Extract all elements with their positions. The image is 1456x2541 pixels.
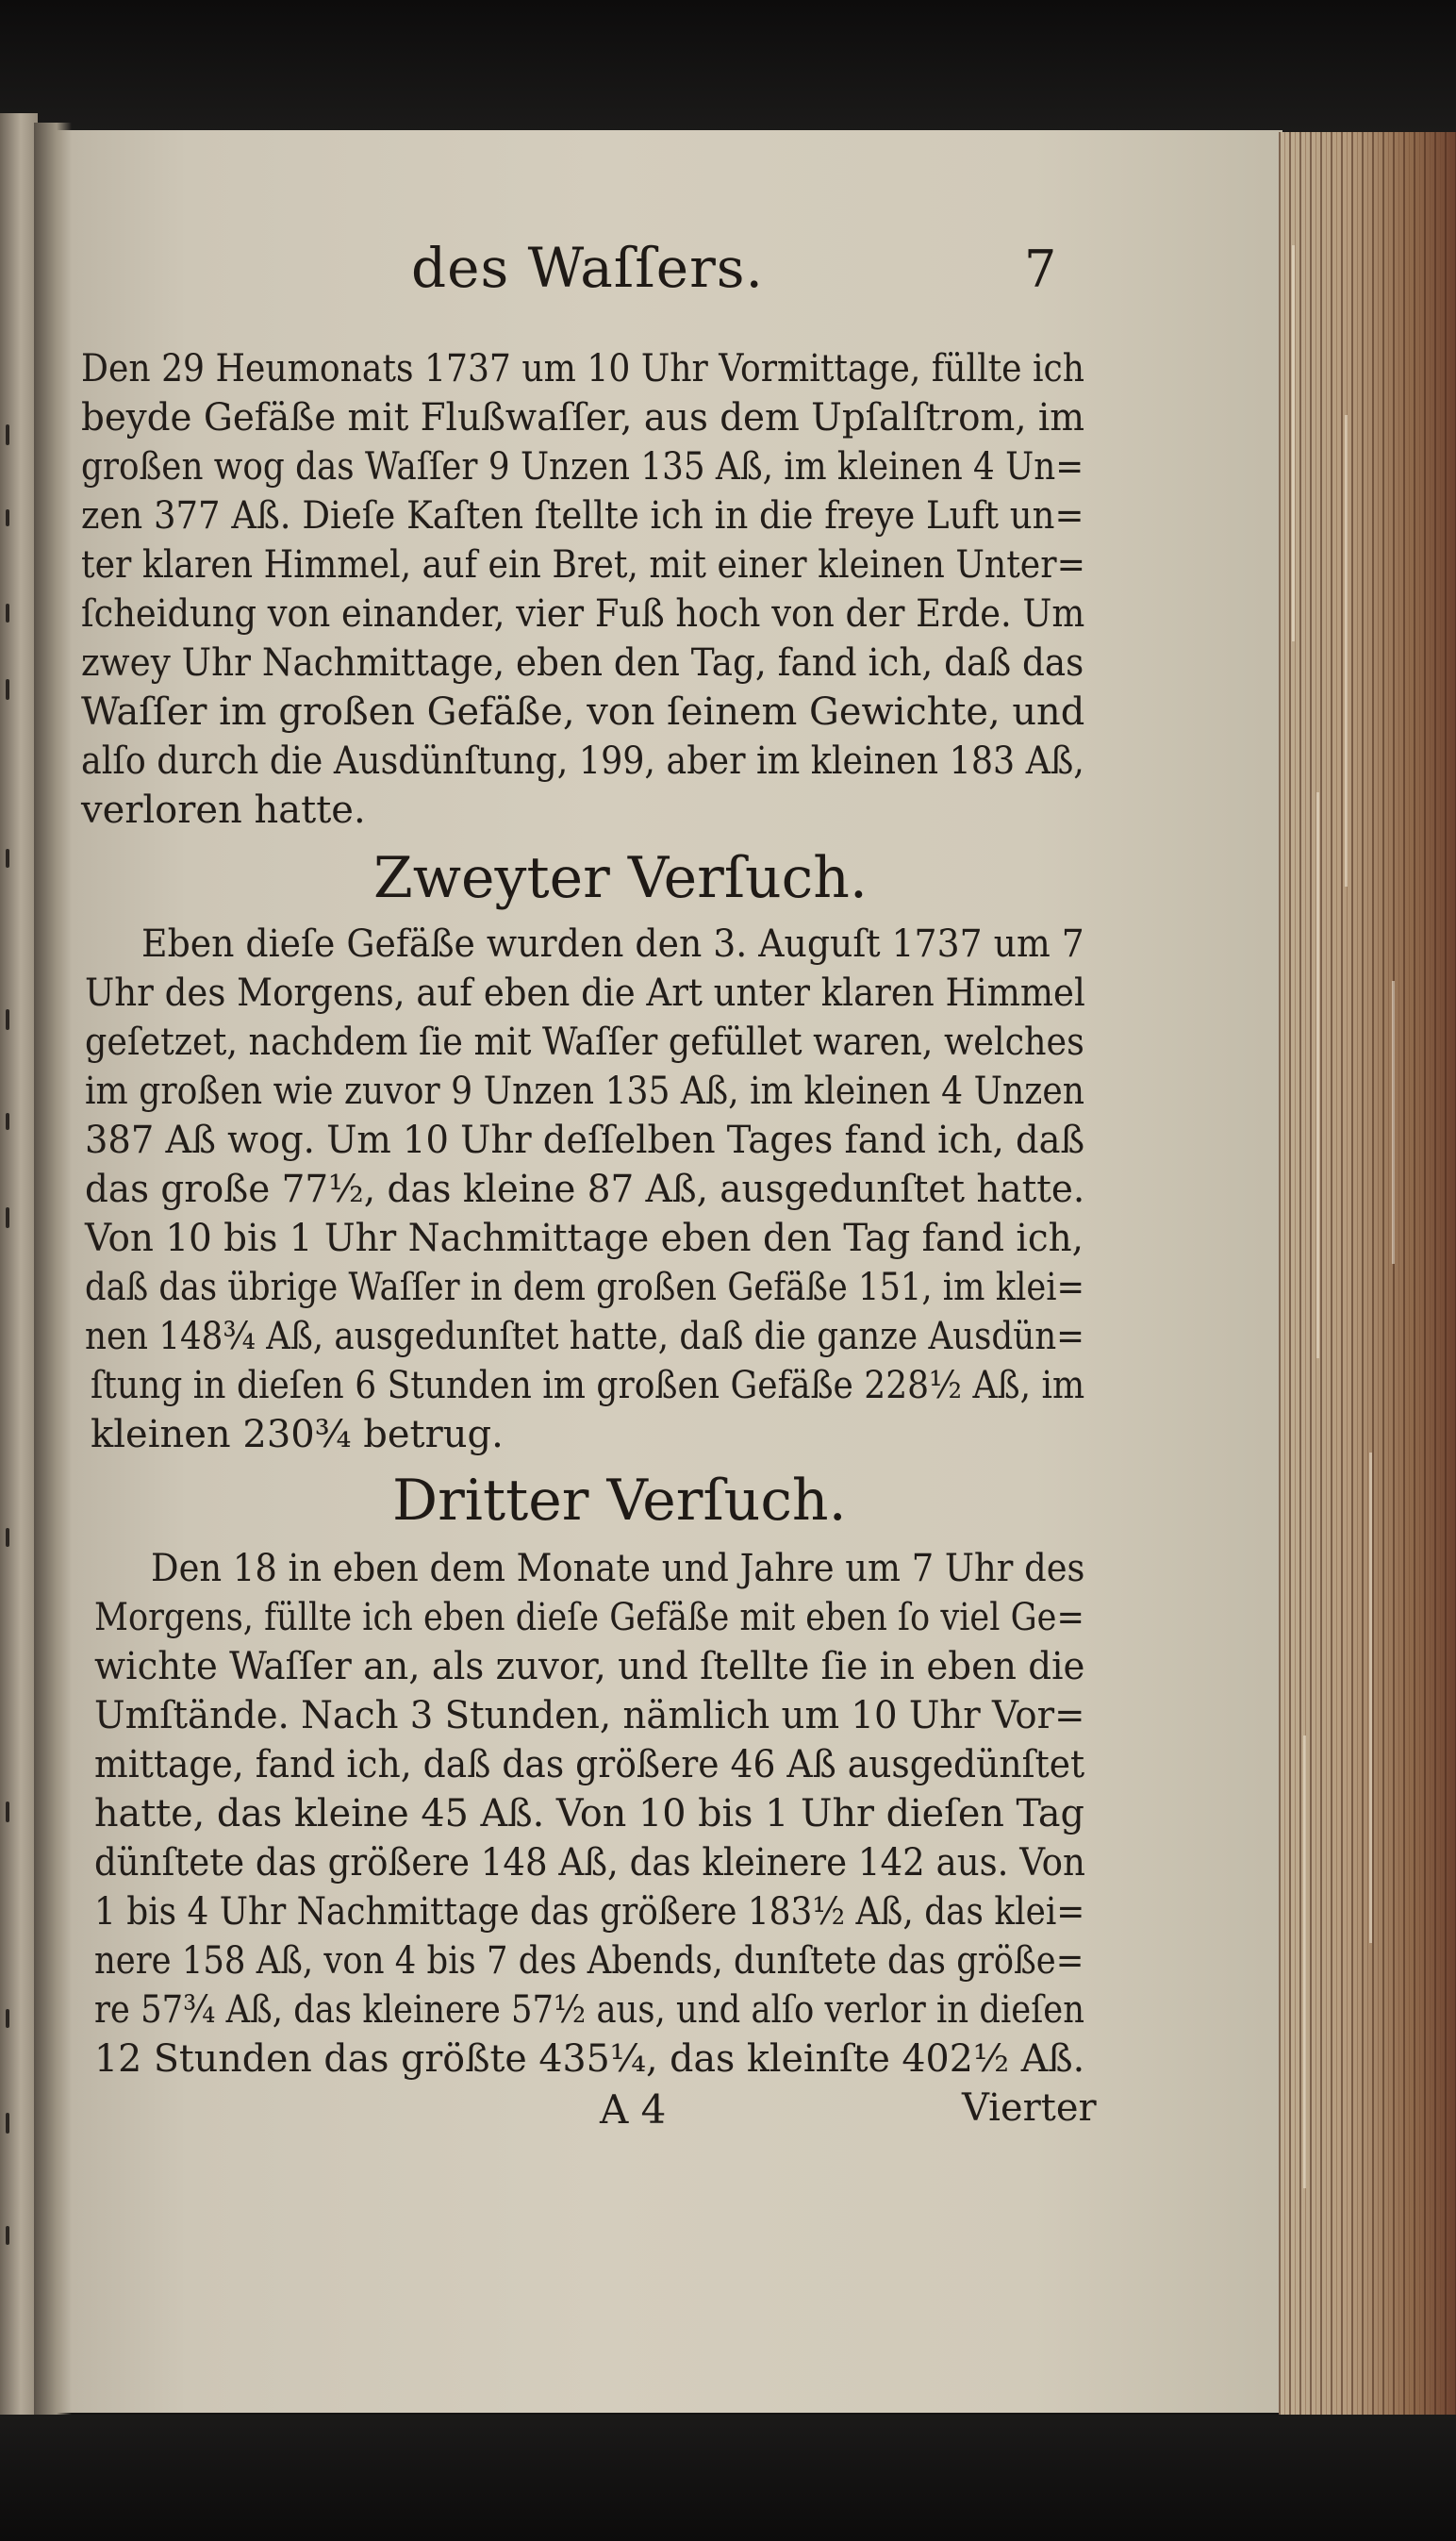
page-number: 7: [1024, 240, 1057, 299]
text-line: Umſtände. Nach 3 Stunden, nämlich um 10 Uhr Vor=: [94, 1694, 1085, 1737]
bleed-mark: [6, 849, 9, 868]
text-line: re 57¾ Aß, das kleinere 57½ aus, und alſo verlor in dieſen: [94, 1988, 1084, 2032]
bleed-mark: [6, 1528, 9, 1547]
text-line: Eben dieſe Gefäße wurden den 3. Auguſt 1737 um 7: [141, 922, 1084, 966]
text-line: Uhr des Morgens, auf eben die Art unter klaren Himmel: [85, 972, 1085, 1015]
edge-streak: [1303, 1736, 1306, 2188]
bleed-mark: [6, 1009, 9, 1030]
page-edges: [1279, 132, 1456, 2415]
bleed-mark: [6, 1207, 9, 1228]
bleed-mark: [6, 2113, 9, 2134]
bleed-mark: [6, 604, 9, 623]
page-gutter-shadow: [34, 123, 72, 2415]
text-line: hatte, das kleine 45 Aß. Von 10 bis 1 Uhr dieſen Tag: [94, 1792, 1084, 1835]
text-line: verloren hatte.: [81, 789, 366, 832]
running-head: des Waſſers.: [411, 236, 764, 300]
catchword: Vierter: [962, 2086, 1097, 2130]
edge-streak: [1345, 415, 1348, 887]
bleed-mark: [6, 2009, 9, 2028]
text-line: ſtung in dieſen 6 Stunden im großen Gefäße 228½ Aß, im: [91, 1364, 1085, 1407]
edge-streak: [1369, 1453, 1372, 1943]
text-line: zen 377 Aß. Dieſe Kaſten ſtellte ich in die freye Luft un=: [81, 494, 1084, 538]
text-line: wichte Waſſer an, als zuvor, und ſtellte ſie in eben die: [94, 1645, 1085, 1688]
text-line: zwey Uhr Nachmittage, eben den Tag, fand ich, daß das: [81, 641, 1084, 685]
text-line: mittage, fand ich, daß das größere 46 Aß ausgedünſtet: [94, 1743, 1085, 1786]
text-line: Von 10 bis 1 Uhr Nachmittage eben den Tag fand ich,: [85, 1217, 1084, 1260]
text-line: Den 29 Heumonats 1737 um 10 Uhr Vormittage, füllte ich: [81, 347, 1085, 390]
text-line: Waſſer im großen Gefäße, von ſeinem Gewichte, und: [81, 690, 1085, 734]
bleed-mark: [6, 2226, 9, 2245]
bleed-mark: [6, 424, 9, 445]
text-line: daß das übrige Waſſer in dem großen Gefäße 151, im klei=: [85, 1266, 1085, 1309]
text-line: dünſtete das größere 148 Aß, das kleinere 142 aus. Von: [94, 1841, 1085, 1885]
dark-background-top: [0, 0, 1456, 132]
edge-streak: [1392, 981, 1395, 1264]
bleed-mark: [6, 509, 9, 526]
bleed-mark: [6, 1802, 9, 1822]
signature-mark: A 4: [600, 2086, 667, 2133]
section-heading-third: Dritter Verſuch.: [392, 1468, 847, 1534]
text-line: ter klaren Himmel, auf ein Bret, mit einer kleinen Unter=: [81, 543, 1085, 587]
text-line: im großen wie zuvor 9 Unzen 135 Aß, im kleinen 4 Unzen: [85, 1070, 1084, 1113]
edge-streak: [1316, 792, 1319, 1358]
facing-page-edge: [0, 113, 38, 2424]
text-line: 12 Stunden das größte 435¼, das kleinſte 402½ Aß.: [94, 2037, 1085, 2081]
text-line: Den 18 in eben dem Monate und Jahre um 7 Uhr des: [151, 1547, 1085, 1590]
text-line: nen 148¾ Aß, ausgedunſtet hatte, daß die ganze Ausdün=: [85, 1315, 1085, 1358]
bleed-mark: [6, 1113, 9, 1130]
text-line: 387 Aß wog. Um 10 Uhr deſſelben Tages fand ich, daß: [85, 1119, 1085, 1162]
text-line: 1 bis 4 Uhr Nachmittage das größere 183½ Aß, das klei=: [94, 1890, 1085, 1934]
text-line: nere 158 Aß, von 4 bis 7 des Abends, dunſtete das größe=: [94, 1939, 1084, 1983]
edge-streak: [1292, 245, 1295, 641]
bleed-mark: [6, 679, 9, 700]
text-line: beyde Gefäße mit Flußwaſſer, aus dem Upſalſtrom, im: [81, 396, 1085, 440]
text-line: alſo durch die Ausdünſtung, 199, aber im kleinen 183 Aß,: [81, 739, 1084, 783]
dark-background-bottom: [0, 2415, 1456, 2541]
text-line: ſcheidung von einander, vier Fuß hoch von der Erde. Um: [81, 592, 1085, 636]
text-line: Morgens, füllte ich eben dieſe Gefäße mit eben ſo viel Ge=: [94, 1596, 1084, 1639]
text-line: kleinen 230¾ betrug.: [91, 1413, 504, 1456]
text-line: großen wog das Waſſer 9 Unzen 135 Aß, im kleinen 4 Un=: [81, 445, 1084, 489]
text-line: das große 77½, das kleine 87 Aß, ausgedunſtet hatte.: [85, 1168, 1085, 1211]
text-line: geſetzet, nachdem ſie mit Waſſer gefüllet waren, welches: [85, 1021, 1084, 1064]
section-heading-second: Zweyter Verſuch.: [373, 845, 869, 911]
